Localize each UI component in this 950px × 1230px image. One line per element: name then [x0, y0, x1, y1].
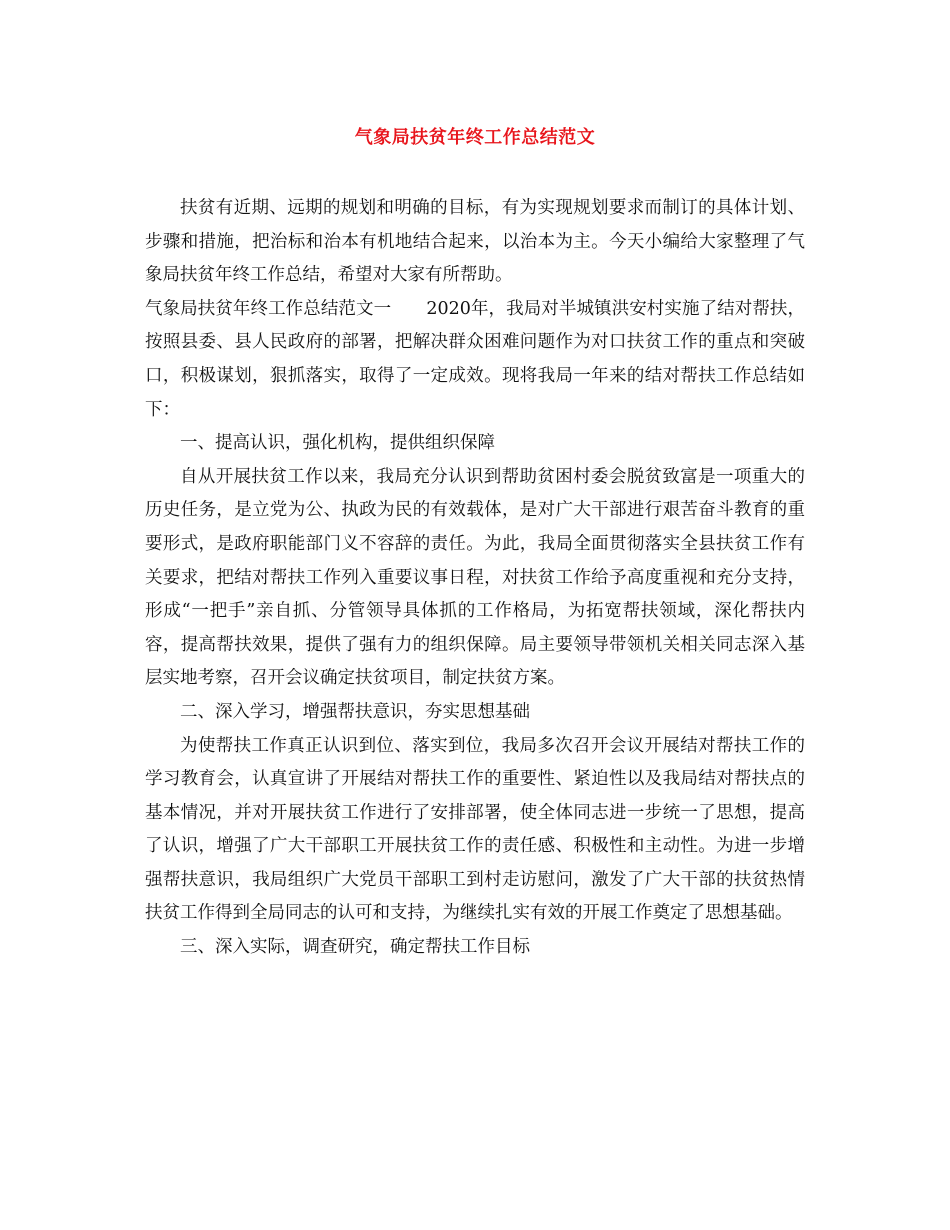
heading-one: 一、提高认识，强化机构，提供组织保障 [180, 433, 495, 454]
document-body [145, 192, 805, 965]
heading-two: 二、深入学习，增强帮扶意识，夯实思想基础 [180, 701, 530, 722]
intro-paragraph: 扶贫有近期、远期的规划和明确的目标，有为实现规划要求而制订的具体计划、步骤和措施，把治标和治本有机地结合起来，以治本为主。今天小编给大家整理了气象局扶贫年终工作总结，希望对大家有所帮助。 [145, 198, 805, 286]
heading-three: 三、深入实际，调查研究，确定帮扶工作目标 [180, 937, 530, 958]
paragraph-one: 自从开展扶贫工作以来，我局充分认识到帮助贫困村委会脱贫致富是一项重大的历史任务，是立党为公、执政为民的有效载体，是对广大干部进行艰苦奋斗教育的重要形式，是政府职能部门义不容辞的责任。为此，我局全面贯彻落实全县扶贫工作有关要求，把结对帮扶工作列入重要议事日程，对扶贫工作给予高度重视和充分支持，形成“一把手”亲自抓、分管领导具体抓的工作格局，为拓宽帮扶领域，深化帮扶内容，提高帮扶效果，提供了强有力的组织保障。局主要领导带领机关相关同志深入基层实地考察，召开会议确定扶贫项目，制定扶贫方案。 [145, 466, 805, 689]
paragraph-two: 为使帮扶工作真正认识到位、落实到位，我局多次召开会议开展结对帮扶工作的学习教育会，认真宣讲了开展结对帮扶工作的重要性、紧迫性以及我局结对帮扶点的基本情况，并对开展扶贫工作进行了安排部署，使全体同志进一步统一了思想，提高了认识，增强了广大干部职工开展扶贫工作的责任感、积极性和主动性。为进一步增强帮扶意识，我局组织广大党员干部职工到村走访慰问，激发了广大干部的扶贫热情扶贫工作得到全局同志的认可和支持，为继续扎实有效的开展工作奠定了思想基础。 [145, 735, 805, 924]
document-title: 气象局扶贫年终工作总结范文 [354, 127, 596, 148]
section-intro-paragraph: 气象局扶贫年终工作总结范文一 2020年，我局对半城镇洪安村实施了结对帮扶，按照县委、县人民政府的部署，把解决群众困难问题作为对口扶贫工作的重点和突破口，积极谋划，狠抓落实，取得了一定成效。现将我局一年来的结对帮扶工作总结如下： [145, 298, 805, 420]
